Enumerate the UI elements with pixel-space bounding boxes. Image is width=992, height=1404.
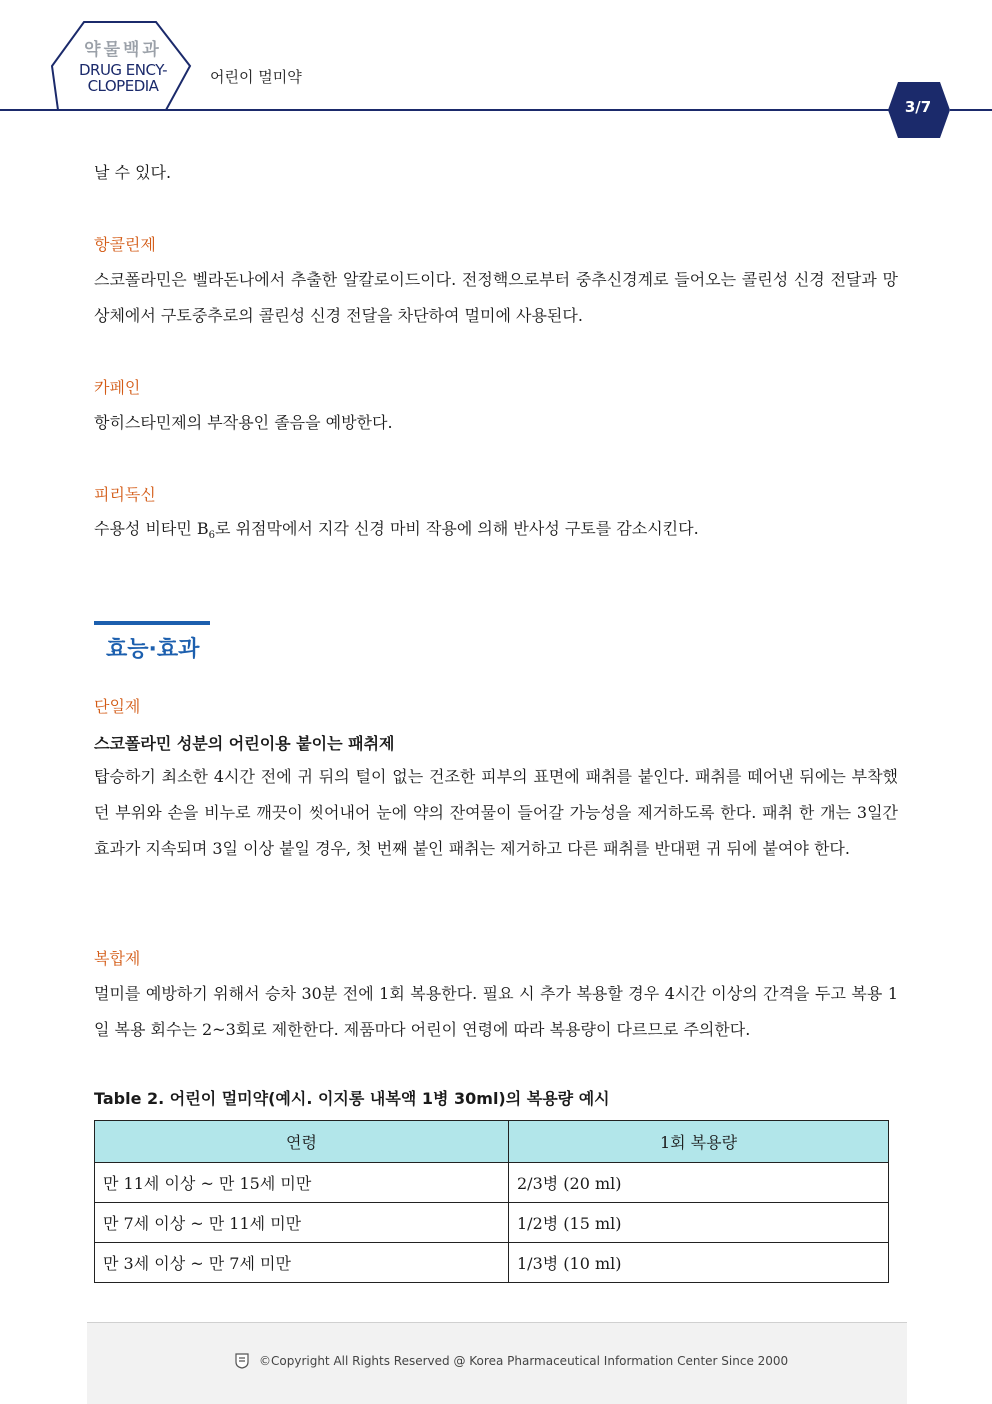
table-header-row [95, 1121, 889, 1163]
logo-korean: 약물백과 [84, 40, 162, 60]
table-caption: Table 2. 어린이 멀미약(예시. 이지롱 내복액 1병 30ml)의 복용량 예시 [94, 1089, 610, 1108]
page-number: 3/7 [904, 98, 932, 116]
text-caffeine: 항히스타민제의 부작용인 졸음을 예방한다. [94, 413, 393, 432]
cell-dose: 1/2병 (15 ml) [509, 1203, 889, 1243]
table-row [95, 1203, 889, 1243]
header-dose: 1회 복용량 [509, 1121, 889, 1163]
table-row [95, 1243, 889, 1283]
cell-dose: 1/3병 (10 ml) [509, 1243, 889, 1283]
section-title-efficacy: 효능·효과 [106, 637, 200, 662]
text-anticholinergic: 스코폴라민은 벨라돈나에서 추출한 알칼로이드이다. 전정핵으로부터 중추신경계로 들어오는 콜린성 신경 전달과 망상체에서 구토중추로의 콜린성 신경 전달을 차단하여 멀미에 사용된다. [94, 270, 898, 325]
cell-age: 만 3세 이상 ~ 만 7세 미만 [95, 1243, 509, 1283]
heading-pyridoxine: 피리독신 [94, 485, 156, 504]
page-header [0, 0, 992, 140]
heading-single-agent: 단일제 [94, 697, 141, 716]
copyright-text: ©Copyright All Rights Reserved @ Korea Pharmaceutical Information Center Since 2000 [259, 1354, 789, 1368]
text-combination: 멀미를 예방하기 위해서 승차 30분 전에 1회 복용한다. 필요 시 추가 복용할 경우 4시간 이상의 간격을 두고 복용 1일 복용 회수는 2~3회로 제한한다. 제품마다 어린이 연령에 따라 복용량이 다르므로 주의한다. [94, 984, 898, 1039]
header-age: 연령 [95, 1121, 509, 1163]
heading-caffeine: 카페인 [94, 378, 141, 397]
logo-english-line2: CLOPEDIA [87, 76, 159, 95]
document-title: 어린이 멀미약 [210, 68, 302, 86]
cell-age: 만 11세 이상 ~ 만 15세 미만 [95, 1163, 509, 1203]
heading-anticholinergic: 항콜린제 [94, 235, 156, 254]
pyridoxine-subscript: 6 [208, 530, 216, 542]
dosage-table [94, 1120, 889, 1283]
single-agent-subtitle: 스코폴라민 성분의 어린이용 붙이는 패취제 [94, 734, 395, 753]
table-row [95, 1163, 889, 1203]
cell-dose: 2/3병 (20 ml) [509, 1163, 889, 1203]
logo-english-line1: DRUG ENCY- [78, 60, 168, 79]
text-single-agent: 탑승하기 최소한 4시간 전에 귀 뒤의 털이 없는 건조한 피부의 표면에 패취를 붙인다. 패취를 떼어낸 뒤에는 부착했던 부위와 손을 비누로 깨끗이 씻어내어 눈에 약의 잔여물이 들어갈 가능성을 제거하도록 한다. 패취 한 개는 3일간 효과가 지속되며 3일 이상 붙일 경우, 첫 번째 붙인 패취는 제거하고 다른 패취를 반대편 귀 뒤에 붙여야 한다. [94, 767, 898, 858]
kpic-shield-icon [235, 1353, 249, 1369]
page-footer [87, 1322, 907, 1404]
logo [64, 42, 182, 94]
heading-combination: 복합제 [94, 949, 141, 968]
pyridoxine-text-part2: 로 위점막에서 지각 신경 마비 작용에 의해 반사성 구토를 감소시킨다. [215, 519, 699, 538]
text-pyridoxine [94, 511, 898, 554]
cell-age: 만 7세 이상 ~ 만 11세 미만 [95, 1203, 509, 1243]
footer-content [235, 1353, 788, 1369]
section-underline [94, 621, 210, 625]
pyridoxine-text-part1: 수용성 비타민 B [94, 519, 209, 538]
intro-continuation: 날 수 있다. [94, 163, 172, 182]
